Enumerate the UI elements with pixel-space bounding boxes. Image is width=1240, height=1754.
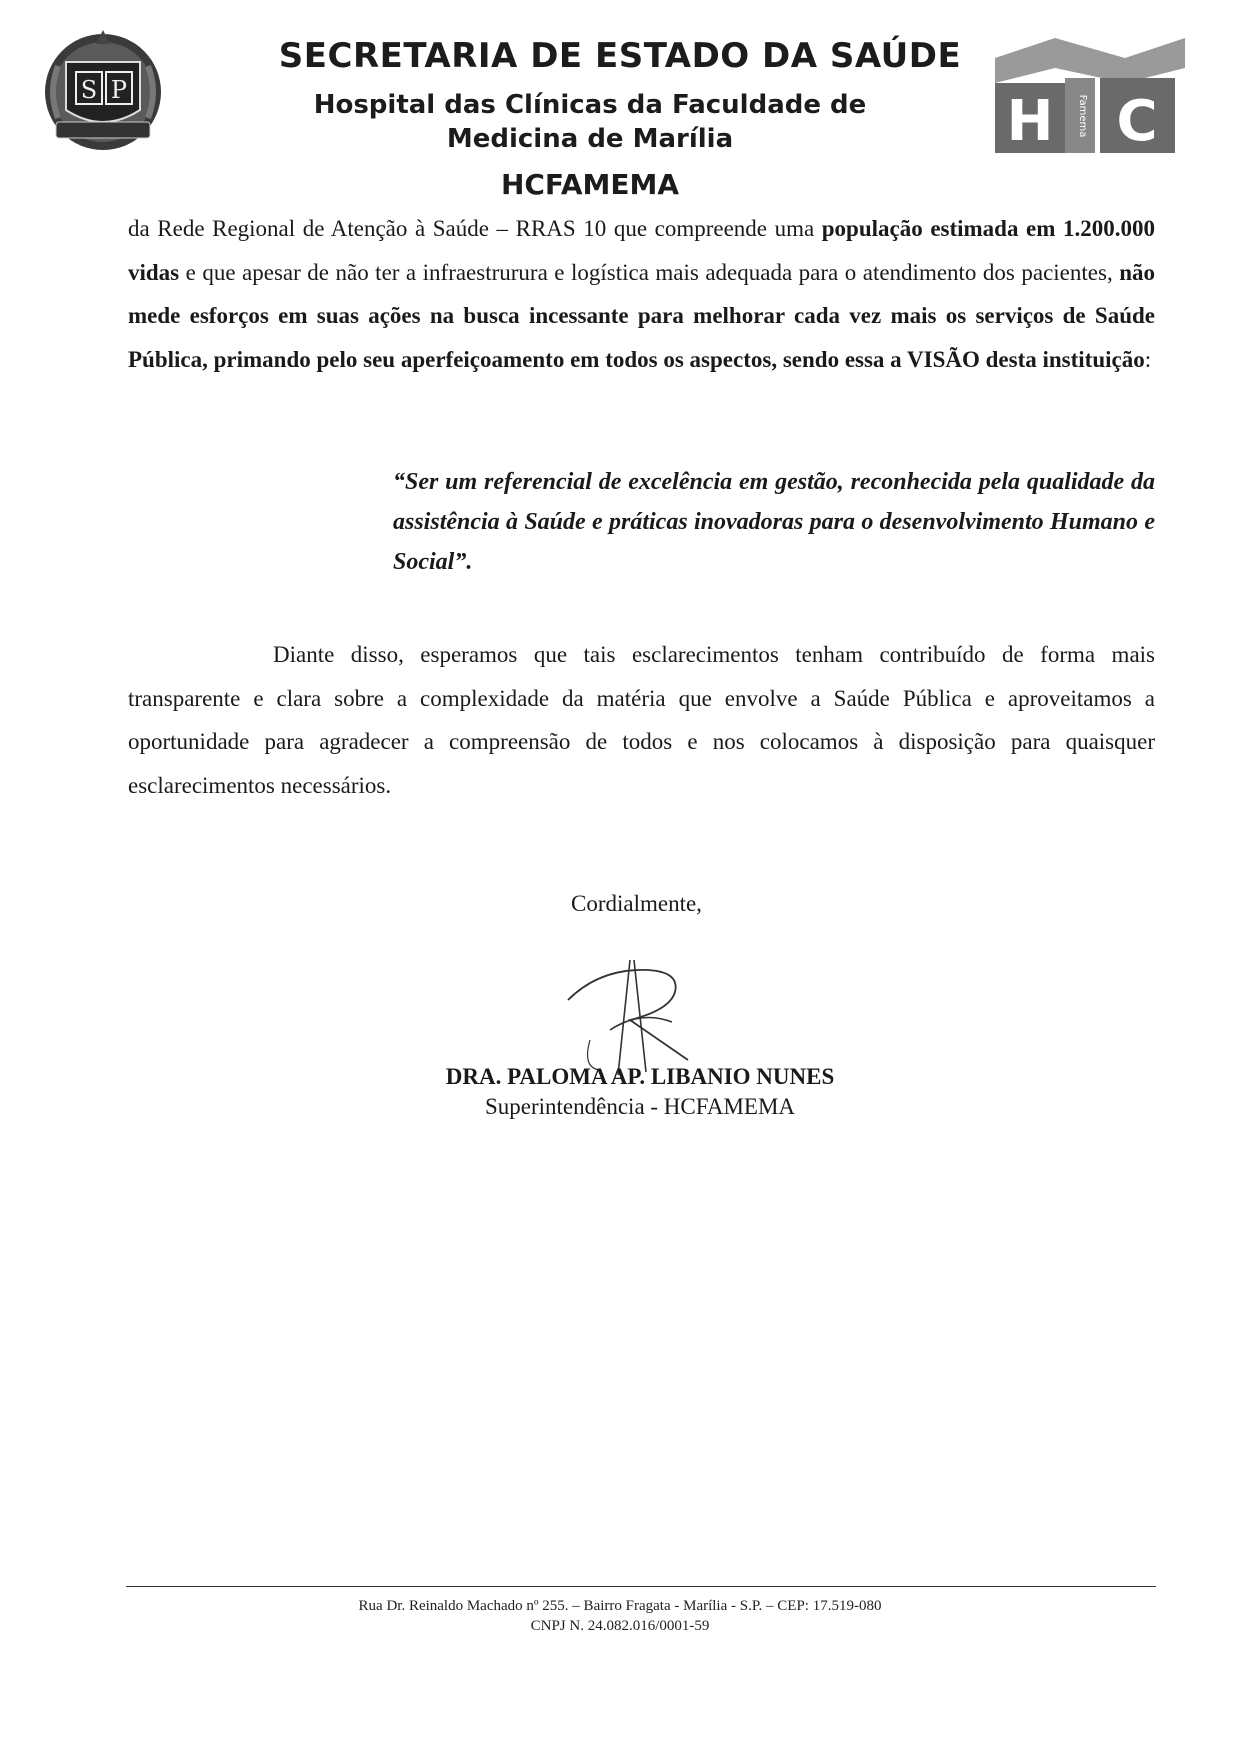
p1-text-c: e que apesar de não ter a infraestrurura e logística mais adequada para o atendimento dos pacientes, [179, 259, 1120, 285]
svg-text:P: P [110, 76, 128, 104]
vision-paragraph [128, 207, 1155, 381]
svg-text:H: H [1006, 89, 1054, 154]
footer-divider [126, 1586, 1156, 1587]
footer-address: Rua Dr. Reinaldo Machado nº 255. – Bairro Fragata - Marília - S.P. – CEP: 17.519-080 [358, 1598, 882, 1614]
vision-quote: “Ser um referencial de excelência em gestão, reconhecida pela qualidade da assistência à Saúde e práticas inovadoras para o desenvolvimento Humano e Social”. [393, 469, 1155, 575]
hospital-name-line1: Hospital das Clínicas da Faculdade de [313, 90, 867, 120]
p1-text-a: da Rede Regional de Atenção à Saúde – RRAS 10 que compreende uma [128, 216, 822, 241]
closing-paragraph: Diante disso, esperamos que tais esclarecimentos tenham contribuído de forma mais transparente e clara sobre a complexidade da matéria que envolve a Saúde Pública e aproveitamos a oportunidade para agradecer a compreensão de todos e nos colocamos à disposição para quaisquer esclarecimentos necessários. [128, 642, 1155, 798]
p1-efforts-bold: não mede esforços em suas ações na busca incessante para melhorar cada vez mais os serviços de Saúde Pública, primando pelo seu aperfeiçoamento em todos os aspectos, sendo essa a VISÃO desta instituição [128, 259, 1155, 372]
p1-population-bold: população estimada em 1.200.000 vidas [128, 216, 1155, 285]
signer-role: Superintendência - HCFAMEMA [484, 1094, 796, 1119]
handwritten-signature [560, 950, 700, 1080]
svg-text:C: C [1116, 89, 1158, 154]
p1-text-e: : [1144, 346, 1152, 372]
hc-famema-logo-icon [985, 38, 1195, 158]
footer-cnpj: CNPJ N. 24.082.016/0001-59 [530, 1618, 710, 1634]
closing-salutation: Cordialmente, [571, 891, 702, 916]
svg-text:Famema: Famema [1077, 94, 1088, 138]
svg-text:S: S [80, 76, 98, 104]
hospital-acronym: HCFAMEMA [500, 168, 680, 201]
secretaria-title: SECRETARIA DE ESTADO DA SAÚDE [278, 36, 962, 76]
hospital-name-line2: Medicina de Marília [446, 124, 734, 154]
signer-name: DRA. PALOMA AP. LIBANIO NUNES [445, 1064, 835, 1089]
